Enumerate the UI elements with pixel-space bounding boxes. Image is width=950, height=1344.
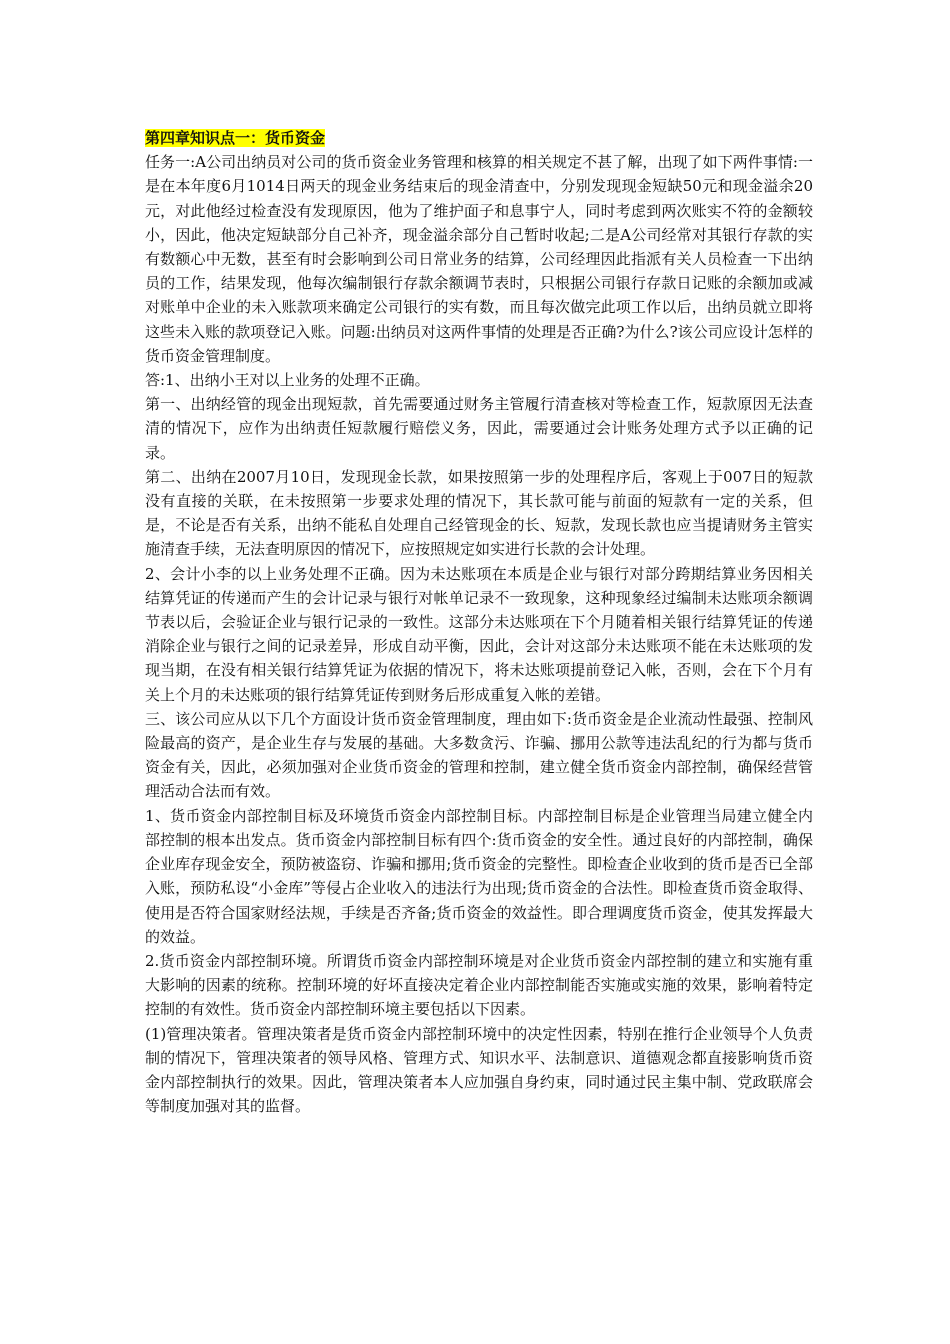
paragraph-task-description: 任务一:A公司出纳员对公司的货币资金业务管理和核算的相关规定不甚了解，出现了如下两件事情:一是在本年度6月1014日两天的现金业务结束后的现金清查中，分别发现现金短缺50元和现金溢余20元，对此他经过检查没有发现原因，他为了维护面子和息事宁人，同时考虑到两次账实不符的金额较小，因此，他决定短缺部分自己补齐，现金溢余部分自己暂时收起;二是A公司经常对其银行存款的实有数额心中无数，甚至有时会影响到公司日常业务的结算，公司经理因此指派有关人员检查一下出纳员的工作，结果发现，他每次编制银行存款余额调节表时，只根据公司银行存款日记账的余额加或减对账单中企业的未入账款项来确定公司银行的实有数，而且每次做完此项工作以后，出纳员就立即将这些未入账的款项登记入账。问题:出纳员对这两件事情的处理是否正确?为什么?该公司应设计怎样的货币资金管理制度。 xyxy=(145,153,813,365)
paragraph-cash-overage: 第二、出纳在2007月10日，发现现金长款，如果按照第一步的处理程序后，客观上于007日的短款没有直接的关联，在未按照第一步要求处理的情况下，其长款可能与前面的短款有一定的关系，但是，不论是否有关系，出纳不能私自处理自己经管现金的长、短款，发现长款也应当提请财务主管实施清查手续，无法查明原因的情况下，应按照规定如实进行长款的会计处理。 xyxy=(145,467,813,559)
paragraph-control-objectives: 1、货币资金内部控制目标及环境货币资金内部控制目标。内部控制目标是企业管理当局建立健全内部控制的根本出发点。货币资金内部控制目标有四个:货币资金的安全性。通过良好的内部控制，确保企业库存现金安全，预防被盗窃、诈骗和挪用;货币资金的完整性。即检查企业收到的货币是否已全部入账，预防私设“小金库”等侵占企业收入的违法行为出现;货币资金的合法性。即检查货币资金取得、使用是否符合国家财经法规，手续是否齐备;货币资金的效益性。即合理调度货币资金，使其发挥最大的效益。 xyxy=(145,806,813,946)
paragraph-outstanding-items: 2、会计小李的以上业务处理不正确。因为未达账项在本质是企业与银行对部分跨期结算业务因相关结算凭证的传递而产生的会计记录与银行对帐单记录不一致现象，这种现象经过编制未达账项余额调节表以后，会验证企业与银行记录的一致性。这部分未达账项在下个月随着相关银行结算凭证的传递消除企业与银行之间的记录差异，形成自动平衡，因此，会计对这部分未达账项不能在未达账项的发现当期，在没有相关银行结算凭证为依据的情况下，将未达账项提前登记入帐，否则，会在下个月有关上个月的未达账项的银行结算凭证传到财务后形成重复入帐的差错。 xyxy=(145,564,813,704)
paragraph-management-system: 三、该公司应从以下几个方面设计货币资金管理制度，理由如下:货币资金是企业流动性最强、控制风险最高的资产，是企业生存与发展的基础。大多数贪污、诈骗、挪用公款等违法乱纪的行为都与货币资金有关，因此，必须加强对企业货币资金的管理和控制，建立健全货币资金内部控制，确保经营管理活动合法而有效。 xyxy=(145,709,813,801)
paragraph-answer-intro: 答:1、出纳小王对以上业务的处理不正确。 xyxy=(145,371,430,390)
paragraph-cash-shortage: 第一、出纳经管的现金出现短款，首先需要通过财务主管履行清查核对等检查工作，短款原因无法查清的情况下，应作为出纳责任短款履行赔偿义务，因此，需要通过会计账务处理方式予以正确的记录。 xyxy=(145,395,813,462)
paragraph-control-environment: 2.货币资金内部控制环境。所谓货币资金内部控制环境是对企业货币资金内部控制的建立和实施有重大影响的因素的统称。控制环境的好坏直接决定着企业内部控制能否实施或实施的效果，影响着特定控制的有效性。货币资金内部控制环境主要包括以下因素。 xyxy=(145,951,813,1019)
paragraph-decision-makers: (1)管理决策者。管理决策者是货币资金内部控制环境中的决定性因素，特别在推行企业领导个人负责制的情况下，管理决策者的领导风格、管理方式、知识水平、法制意识、道德观念都直接影响货币资金内部控制执行的效果。因此，管理决策者本人应加强自身约束，同时通过民主集中制、党政联席会等制度加强对其的监督。 xyxy=(145,1024,813,1116)
section-heading xyxy=(145,126,813,150)
highlighted-heading-text: 第四章知识点一：货币资金 xyxy=(145,129,326,147)
document-body xyxy=(145,126,813,1118)
